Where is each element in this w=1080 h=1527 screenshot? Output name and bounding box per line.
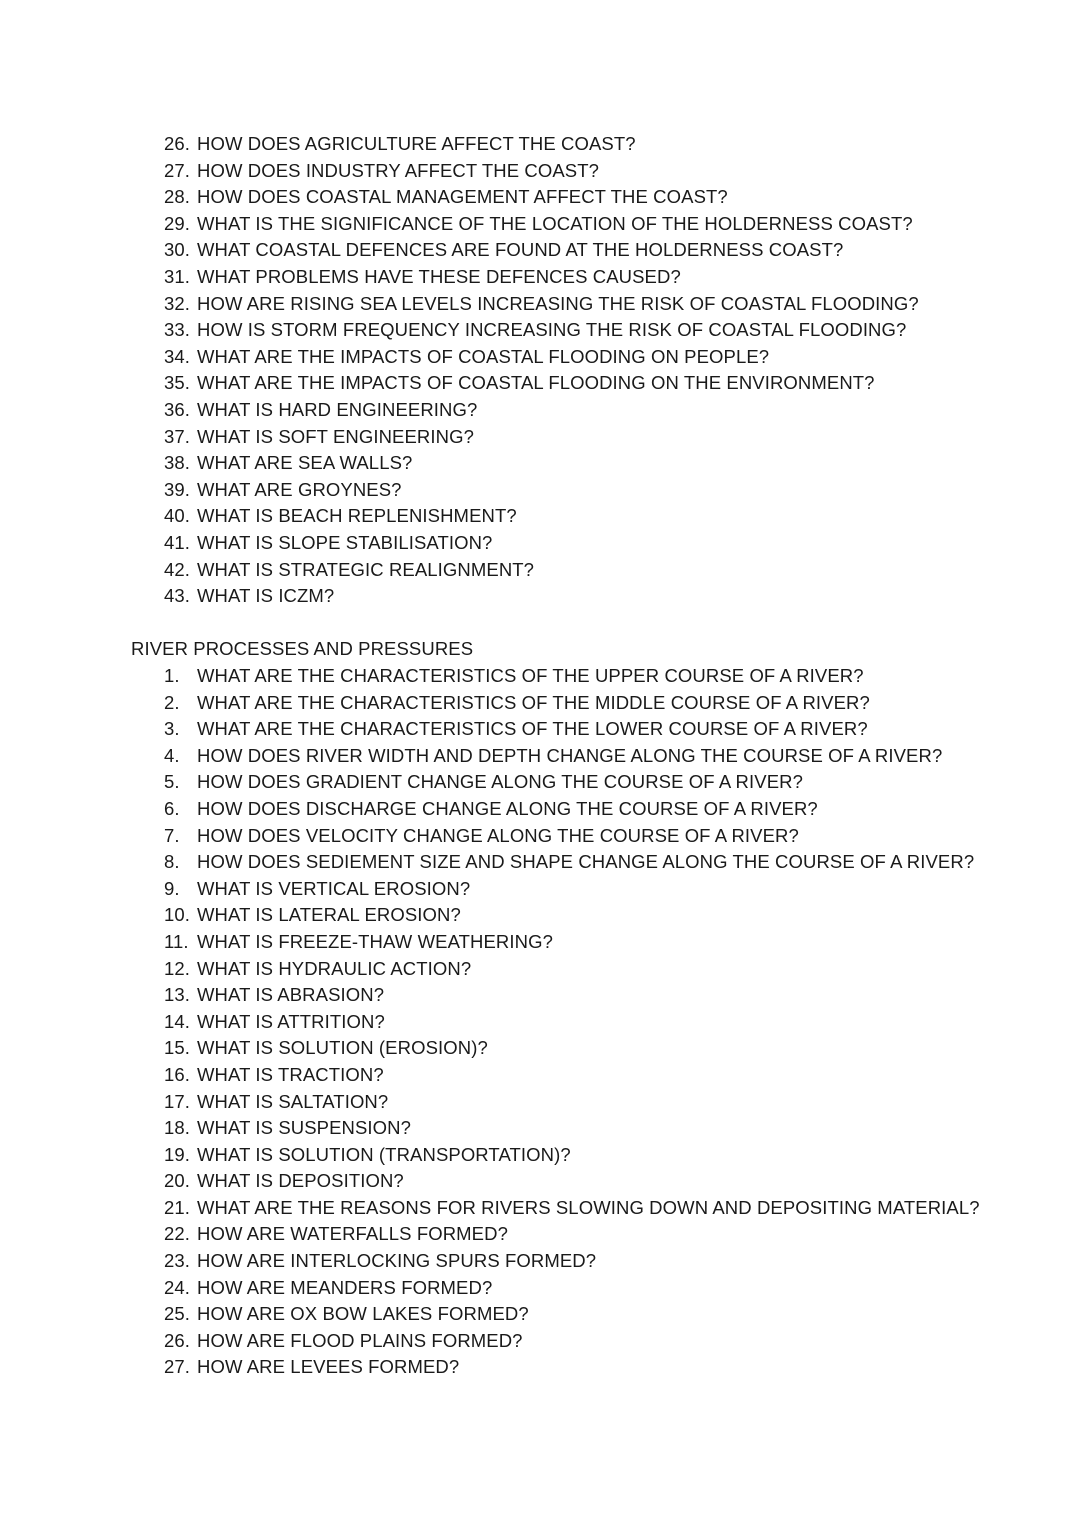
question-item	[164, 876, 980, 903]
question-number: 34.	[164, 345, 191, 367]
question-item	[164, 530, 919, 557]
question-number: 12.	[164, 957, 191, 979]
question-text: HOW ARE OX BOW LAKES FORMED?	[197, 1303, 529, 1325]
question-text: WHAT IS TRACTION?	[197, 1063, 384, 1085]
question-text: WHAT ARE THE CHARACTERISTICS OF THE UPPER COURSE OF A RIVER?	[197, 665, 864, 686]
question-number: 27.	[164, 1356, 191, 1378]
question-number: 37.	[164, 425, 191, 447]
question-text: WHAT ARE THE IMPACTS OF COASTAL FLOODING ON PEOPLE?	[197, 345, 770, 367]
question-item	[164, 716, 980, 743]
question-item	[164, 158, 919, 185]
question-item	[164, 1115, 980, 1142]
question-item	[164, 929, 980, 956]
question-text: WHAT IS SOLUTION (EROSION)?	[197, 1037, 488, 1059]
question-text: HOW DOES DISCHARGE CHANGE ALONG THE COURSE OF A RIVER?	[197, 797, 818, 819]
question-item	[164, 317, 919, 344]
question-number: 10.	[164, 904, 191, 926]
question-item	[164, 370, 919, 397]
question-number: 29.	[164, 212, 191, 234]
question-number: 7.	[164, 824, 180, 846]
question-item	[164, 690, 980, 717]
question-item	[164, 663, 980, 690]
question-number: 26.	[164, 133, 191, 154]
question-text: WHAT IS ABRASION?	[197, 984, 385, 1006]
question-number: 16.	[164, 1063, 191, 1085]
question-text: WHAT IS SLOPE STABILISATION?	[197, 531, 493, 553]
question-text: WHAT IS VERTICAL EROSION?	[197, 877, 471, 899]
question-item	[164, 583, 919, 610]
question-text: WHAT ARE THE CHARACTERISTICS OF THE LOWER COURSE OF A RIVER?	[197, 718, 868, 740]
question-number: 25.	[164, 1303, 191, 1325]
question-number: 20.	[164, 1170, 191, 1192]
question-item	[164, 743, 980, 770]
question-number: 6.	[164, 797, 180, 819]
question-text: WHAT ARE THE CHARACTERISTICS OF THE MIDDLE COURSE OF A RIVER?	[197, 691, 870, 713]
question-number: 4.	[164, 744, 180, 766]
question-text: WHAT IS SOLUTION (TRANSPORTATION)?	[197, 1143, 571, 1165]
question-item	[164, 796, 980, 823]
question-number: 2.	[164, 691, 180, 713]
question-item	[164, 849, 980, 876]
question-item	[164, 503, 919, 530]
question-item	[164, 557, 919, 584]
question-item	[164, 237, 919, 264]
question-number: 17.	[164, 1090, 191, 1112]
question-number: 15.	[164, 1037, 191, 1059]
question-number: 13.	[164, 984, 191, 1006]
question-number: 28.	[164, 186, 191, 208]
question-text: WHAT IS SUSPENSION?	[197, 1117, 412, 1139]
question-item	[164, 1221, 980, 1248]
question-text: HOW DOES GRADIENT CHANGE ALONG THE COURSE OF A RIVER?	[197, 771, 803, 793]
question-text: WHAT ARE SEA WALLS?	[197, 452, 413, 474]
question-item	[164, 424, 919, 451]
question-text: WHAT IS DEPOSITION?	[197, 1170, 404, 1192]
question-number: 33.	[164, 319, 191, 341]
question-number: 22.	[164, 1223, 191, 1245]
question-text: HOW DOES SEDIEMENT SIZE AND SHAPE CHANGE ALONG THE COURSE OF A RIVER?	[197, 851, 975, 873]
question-text: WHAT IS FREEZE-THAW WEATHERING?	[197, 930, 553, 952]
question-text: WHAT IS BEACH REPLENISHMENT?	[197, 505, 517, 527]
question-text: HOW ARE MEANDERS FORMED?	[197, 1276, 493, 1298]
question-item	[164, 1301, 980, 1328]
question-text: HOW DOES INDUSTRY AFFECT THE COAST?	[197, 159, 599, 181]
question-text: WHAT IS SALTATION?	[197, 1090, 389, 1112]
question-text: WHAT ARE THE IMPACTS OF COASTAL FLOODING ON THE ENVIRONMENT?	[197, 372, 875, 394]
question-item	[164, 211, 919, 238]
question-number: 19.	[164, 1143, 191, 1165]
question-item	[164, 1168, 980, 1195]
question-text: WHAT PROBLEMS HAVE THESE DEFENCES CAUSED?	[197, 265, 681, 287]
question-number: 1.	[164, 665, 180, 686]
question-number: 14.	[164, 1010, 191, 1032]
question-item	[164, 1195, 980, 1222]
question-number: 26.	[164, 1329, 191, 1351]
question-text: HOW ARE INTERLOCKING SPURS FORMED?	[197, 1250, 597, 1272]
question-item	[164, 1009, 980, 1036]
question-item	[164, 1354, 980, 1381]
question-item	[164, 1062, 980, 1089]
question-number: 5.	[164, 771, 180, 793]
question-number: 32.	[164, 292, 191, 314]
question-item	[164, 131, 919, 158]
question-item	[164, 344, 919, 371]
question-item	[164, 1328, 980, 1355]
question-item	[164, 902, 980, 929]
question-text: WHAT IS SOFT ENGINEERING?	[197, 425, 474, 447]
question-item	[164, 184, 919, 211]
question-text: HOW ARE RISING SEA LEVELS INCREASING THE RISK OF COASTAL FLOODING?	[197, 292, 919, 314]
question-text: HOW DOES RIVER WIDTH AND DEPTH CHANGE ALONG THE COURSE OF A RIVER?	[197, 744, 943, 766]
question-number: 11.	[164, 930, 189, 952]
question-number: 8.	[164, 851, 180, 873]
question-item	[164, 264, 919, 291]
question-text: WHAT IS HARD ENGINEERING?	[197, 398, 478, 420]
question-item	[164, 823, 980, 850]
question-number: 42.	[164, 558, 191, 580]
question-text: WHAT IS THE SIGNIFICANCE OF THE LOCATION OF THE HOLDERNESS COAST?	[197, 212, 913, 234]
question-number: 27.	[164, 159, 191, 181]
question-number: 21.	[164, 1196, 191, 1218]
question-text: HOW DOES AGRICULTURE AFFECT THE COAST?	[197, 133, 636, 154]
question-text: HOW DOES VELOCITY CHANGE ALONG THE COURSE OF A RIVER?	[197, 824, 799, 846]
question-number: 9.	[164, 877, 180, 899]
question-number: 39.	[164, 478, 191, 500]
question-text: WHAT IS LATERAL EROSION?	[197, 904, 461, 926]
question-number: 41.	[164, 531, 191, 553]
question-item	[164, 769, 980, 796]
section-heading: RIVER PROCESSES AND PRESSURES	[131, 638, 474, 659]
question-item	[164, 291, 919, 318]
question-text: WHAT IS STRATEGIC REALIGNMENT?	[197, 558, 535, 580]
question-text: HOW ARE FLOOD PLAINS FORMED?	[197, 1329, 523, 1351]
question-text: WHAT IS HYDRAULIC ACTION?	[197, 957, 472, 979]
question-text: WHAT ARE GROYNES?	[197, 478, 402, 500]
question-item	[164, 1275, 980, 1302]
question-number: 43.	[164, 585, 191, 607]
question-number: 35.	[164, 372, 191, 394]
question-item	[164, 397, 919, 424]
question-text: WHAT ARE THE REASONS FOR RIVERS SLOWING DOWN AND DEPOSITING MATERIAL?	[197, 1196, 980, 1218]
question-item	[164, 1142, 980, 1169]
question-item	[164, 477, 919, 504]
question-number: 36.	[164, 398, 191, 420]
question-text: HOW IS STORM FREQUENCY INCREASING THE RISK OF COASTAL FLOODING?	[197, 319, 907, 341]
question-number: 18.	[164, 1117, 191, 1139]
question-item	[164, 1089, 980, 1116]
question-text: WHAT IS ATTRITION?	[197, 1010, 385, 1032]
question-item	[164, 450, 919, 477]
question-number: 40.	[164, 505, 191, 527]
question-item	[164, 982, 980, 1009]
question-item	[164, 1035, 980, 1062]
question-text: WHAT IS ICZM?	[197, 585, 335, 607]
question-number: 31.	[164, 265, 191, 287]
question-number: 30.	[164, 239, 191, 261]
question-item	[164, 956, 980, 983]
question-number: 3.	[164, 718, 180, 740]
question-text: HOW ARE LEVEES FORMED?	[197, 1356, 460, 1378]
question-number: 38.	[164, 452, 191, 474]
question-text: HOW DOES COASTAL MANAGEMENT AFFECT THE COAST?	[197, 186, 728, 208]
question-number: 24.	[164, 1276, 191, 1298]
river-question-list	[164, 663, 980, 1381]
coastal-question-list	[164, 131, 919, 610]
question-text: HOW ARE WATERFALLS FORMED?	[197, 1223, 508, 1245]
question-number: 23.	[164, 1250, 191, 1272]
question-text: WHAT COASTAL DEFENCES ARE FOUND AT THE HOLDERNESS COAST?	[197, 239, 844, 261]
question-item	[164, 1248, 980, 1275]
